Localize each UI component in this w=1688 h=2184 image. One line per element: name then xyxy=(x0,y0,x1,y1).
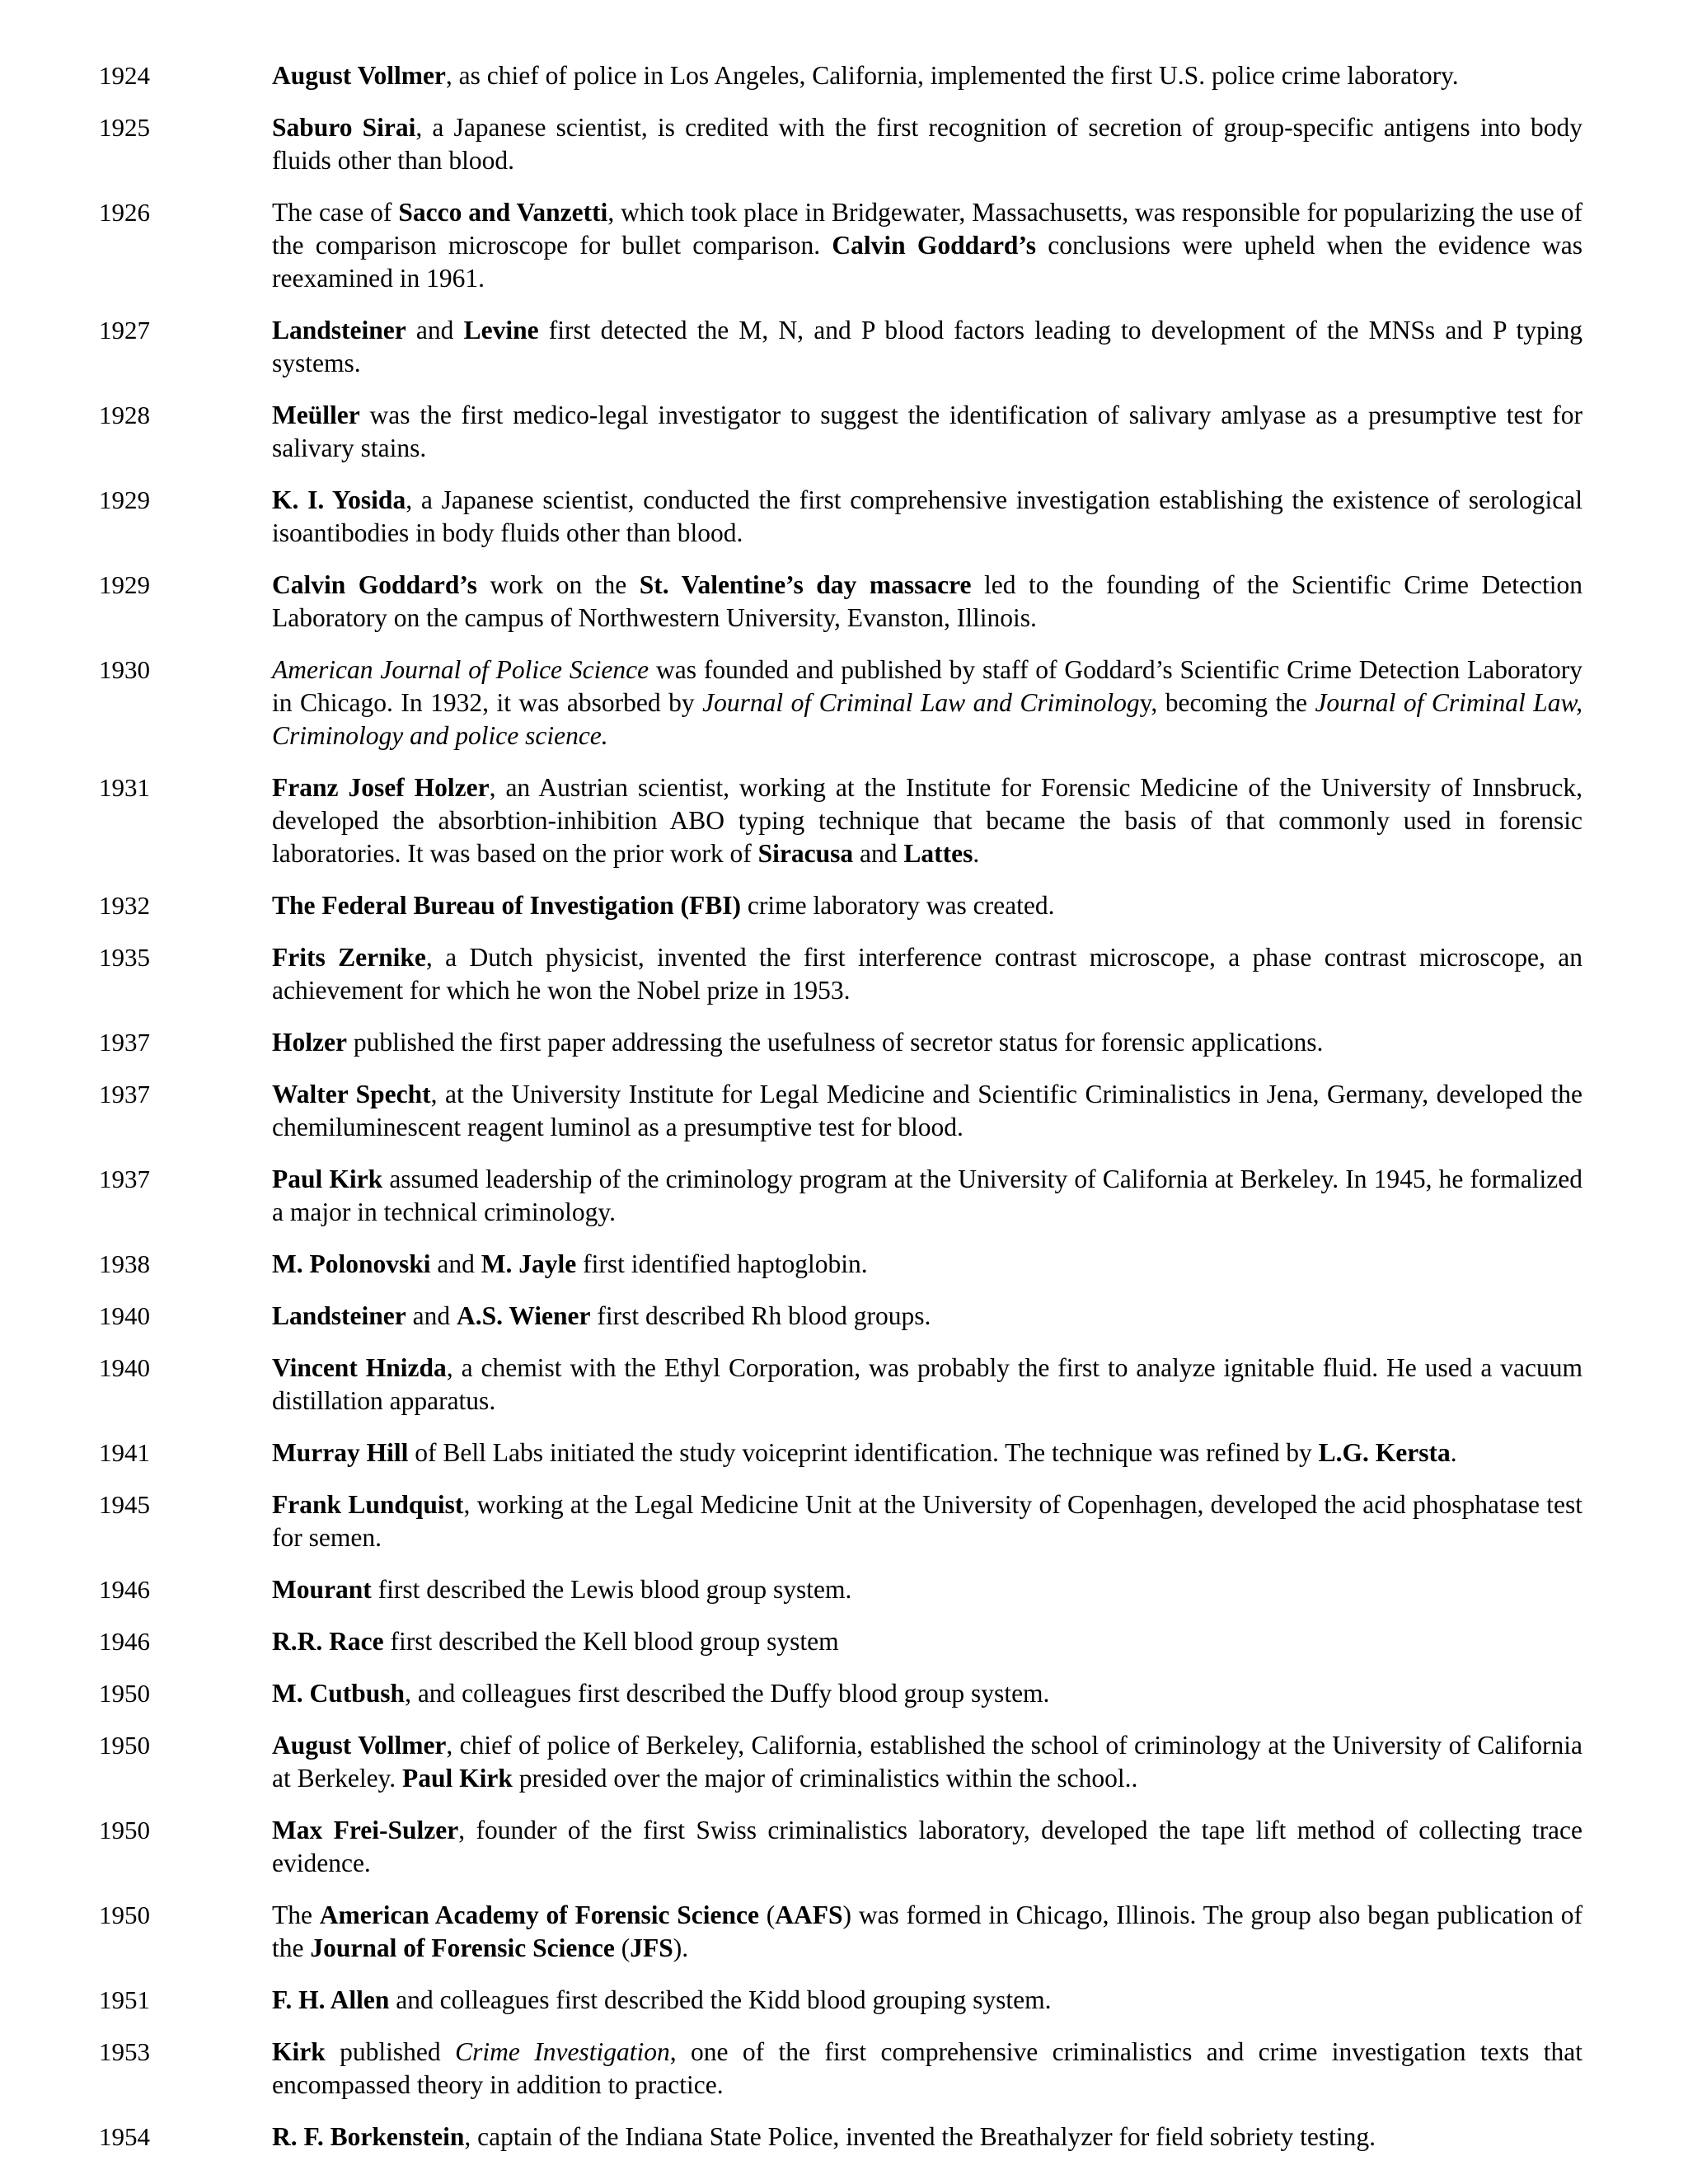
entry-bold-name: Frits Zernike xyxy=(272,943,426,972)
entry-text: y, becoming the xyxy=(1139,688,1315,717)
timeline-entry xyxy=(99,1729,1582,1795)
entry-text: The case of xyxy=(272,198,399,227)
entry-year: 1954 xyxy=(99,2122,150,2151)
timeline-entry xyxy=(99,484,1582,550)
timeline-entry xyxy=(99,1814,1582,1880)
entry-year: 1946 xyxy=(99,1627,150,1656)
entry-description xyxy=(272,1026,1582,1059)
entry-description xyxy=(272,1248,1582,1281)
entry-bold-name: Kirk xyxy=(272,2037,326,2066)
entry-text: conclusions were upheld when the evidence was reexamined in 1961. xyxy=(272,231,1583,293)
entry-year: 1935 xyxy=(99,943,150,972)
entry-description xyxy=(272,1625,1582,1658)
entry-bold-name: M. Cutbush xyxy=(272,1679,406,1708)
entry-year: 1937 xyxy=(99,1028,150,1057)
entry-text: , captain of the Indiana State Police, invented the Breathalyzer for field sobriety testing. xyxy=(464,2122,1376,2151)
entry-description xyxy=(272,569,1582,635)
entry-year: 1945 xyxy=(99,1490,150,1519)
timeline-entry xyxy=(99,1026,1582,1059)
timeline-entry xyxy=(99,1677,1582,1710)
entry-year: 1928 xyxy=(99,401,150,429)
entry-bold-name: Holzer xyxy=(272,1028,347,1057)
entry-text: published the first paper addressing the usefulness of secretor status for forensic applications. xyxy=(346,1028,1324,1057)
entry-text: . xyxy=(973,839,980,868)
entry-bold-name: Calvin Goddard’s xyxy=(832,231,1037,260)
entry-year: 1929 xyxy=(99,570,150,599)
entry-text: first described the Lewis blood group system. xyxy=(371,1575,852,1604)
entry-bold-name: Calvin Goddard’s xyxy=(272,570,477,599)
entry-text: and xyxy=(853,839,904,868)
timeline-entry xyxy=(99,1899,1582,1965)
entry-bold-name: M. Polonovski xyxy=(272,1249,431,1278)
entry-bold-name: L.G. Kersta xyxy=(1318,1438,1451,1467)
entry-text: , at the University Institute for Legal Medicine and Scientific Criminalistics in Jena, Germany, developed the chemiluminescent reagent luminol as a presumptive test for blood. xyxy=(272,1080,1582,1141)
entry-bold-name: Landsteiner xyxy=(272,316,406,344)
entry-text: ( xyxy=(758,1900,776,1929)
timeline-entry xyxy=(99,889,1582,922)
entry-description xyxy=(272,1163,1582,1229)
entry-text: , and colleagues first described the Duffy blood group system. xyxy=(405,1679,1050,1708)
entry-bold-name: Meüller xyxy=(272,401,360,429)
entry-bold-name: August Vollmer xyxy=(272,1731,447,1760)
entry-bold-name: Frank Lundquist xyxy=(272,1490,464,1519)
entry-bold-name: M. Jayle xyxy=(481,1249,577,1278)
entry-year: 1932 xyxy=(99,891,150,920)
entry-year: 1937 xyxy=(99,1165,150,1193)
timeline-entry xyxy=(99,1352,1582,1418)
entry-bold-name: Paul Kirk xyxy=(272,1165,383,1193)
entry-bold-name: Franz Josef Holzer xyxy=(272,773,490,802)
entry-text: and colleagues first described the Kidd blood grouping system. xyxy=(389,1985,1052,2014)
entry-year: 1950 xyxy=(99,1900,150,1929)
entry-text: and xyxy=(430,1249,481,1278)
entry-description xyxy=(272,1984,1582,2017)
entry-text: of Bell Labs initiated the study voiceprint identification. The technique was refined by xyxy=(408,1438,1319,1467)
entry-description xyxy=(272,111,1582,177)
entry-description xyxy=(272,484,1582,550)
timeline-entry xyxy=(99,1436,1582,1469)
entry-text: ). xyxy=(673,1933,689,1962)
entry-italic-title: Journal of Criminal Law, Criminology and police science. xyxy=(272,688,1582,750)
entry-year: 1924 xyxy=(99,61,150,90)
entry-bold-name: Siracusa xyxy=(757,839,854,868)
timeline-entry xyxy=(99,399,1582,465)
entry-text: and xyxy=(406,316,464,344)
timeline-entry xyxy=(99,941,1582,1007)
entry-bold-name: Journal of Forensic Science xyxy=(310,1933,615,1962)
entry-bold-name: American Academy of Forensic Science xyxy=(319,1900,759,1929)
entry-italic-title: Journal of Criminal Law and Criminolog xyxy=(702,688,1140,717)
entry-description xyxy=(272,59,1582,92)
entry-bold-name: JFS xyxy=(630,1933,673,1962)
entry-description xyxy=(272,1899,1582,1965)
timeline-list xyxy=(99,59,1582,2172)
entry-bold-name: Sacco and Vanzetti xyxy=(398,198,608,227)
entry-year: 1950 xyxy=(99,1731,150,1760)
entry-italic-title: American Journal of Police Science xyxy=(272,655,649,684)
entry-bold-name: Levine xyxy=(463,316,539,344)
timeline-entry xyxy=(99,1488,1582,1554)
entry-text: published xyxy=(325,2037,456,2066)
entry-text: first described the Kell blood group system xyxy=(383,1627,839,1656)
entry-text: ) was formed in Chicago, Illinois. The group also began publication of the xyxy=(272,1900,1582,1962)
entry-year: 1931 xyxy=(99,773,150,802)
entry-text: was founded and published by staff of Goddard’s Scientific Crime Detection Laboratory in Chicago. In 1932, it was absorbed by xyxy=(272,655,1582,717)
timeline-entry xyxy=(99,1300,1582,1333)
entry-bold-name: K. I. Yosida xyxy=(272,485,406,514)
entry-description xyxy=(272,2036,1582,2102)
entry-year: 1946 xyxy=(99,1575,150,1604)
entry-year: 1937 xyxy=(99,1080,150,1108)
entry-text: , founder of the first Swiss criminalistics laboratory, developed the tape lift method of collecting trace evidence. xyxy=(272,1816,1583,1877)
entry-text: ( xyxy=(614,1933,631,1962)
entry-description xyxy=(272,1573,1582,1606)
entry-bold-name: Murray Hill xyxy=(272,1438,409,1467)
entry-bold-name: Lattes xyxy=(903,839,973,868)
entry-bold-name: Saburo Sirai xyxy=(272,113,416,142)
entry-text: , chief of police of Berkeley, California, established the school of criminology at the University of California at Berkeley. xyxy=(272,1731,1583,1793)
entry-description xyxy=(272,1436,1582,1469)
timeline-entry xyxy=(99,1163,1582,1229)
entry-text: , a Dutch physicist, invented the first interference contrast microscope, a phase contrast microscope, an achievement for which he won the Nobel prize in 1953. xyxy=(272,943,1582,1005)
entry-description xyxy=(272,1300,1582,1333)
entry-bold-name: Landsteiner xyxy=(272,1301,406,1330)
entry-text: , an Austrian scientist, working at the Institute for Forensic Medicine of the University of Innsbruck, developed the absorbtion-inhibition ABO typing technique that became the basis of that commonly used in forensic laboratories. It was based on the prior work of xyxy=(272,773,1582,868)
entry-italic-title: Crime Investigation xyxy=(455,2037,670,2066)
entry-description xyxy=(272,1729,1582,1795)
entry-text: assumed leadership of the criminology program at the University of California at Berkeley. In 1945, he formalized a major in technical criminology. xyxy=(272,1165,1582,1226)
entry-text: The xyxy=(272,1900,320,1929)
timeline-entry xyxy=(99,771,1582,870)
entry-text: , a Japanese scientist, is credited with the first recognition of secretion of group-specific antigens into body fluids other than blood. xyxy=(272,113,1582,175)
entry-bold-name: R. F. Borkenstein xyxy=(272,2122,465,2151)
timeline-entry xyxy=(99,111,1582,177)
entry-year: 1953 xyxy=(99,2037,150,2066)
entry-text: , one of the first comprehensive criminalistics and crime investigation texts that encompassed theory in addition to practice. xyxy=(272,2037,1583,2099)
entry-text: , as chief of police in Los Angeles, California, implemented the first U.S. police crime laboratory. xyxy=(445,61,1459,90)
timeline-entry xyxy=(99,314,1582,380)
entry-text: first identified haptoglobin. xyxy=(576,1249,868,1278)
entry-bold-name: Mourant xyxy=(272,1575,372,1604)
timeline-entry xyxy=(99,1984,1582,2017)
entry-year: 1950 xyxy=(99,1816,150,1844)
entry-text: . xyxy=(1450,1438,1457,1467)
entry-bold-name: A.S. Wiener xyxy=(457,1301,591,1330)
timeline-entry xyxy=(99,59,1582,92)
entry-bold-name: August Vollmer xyxy=(272,61,446,90)
entry-description xyxy=(272,654,1582,752)
entry-text: , which took place in Bridgewater, Massachusetts, was responsible for popularizing the use of the comparison microscope for bullet comparison. xyxy=(272,198,1582,260)
entry-year: 1929 xyxy=(99,485,150,514)
entry-text: and xyxy=(406,1301,457,1330)
entry-text: first detected the M, N, and P blood factors leading to development of the MNSs and P typing systems. xyxy=(272,316,1582,377)
entry-description xyxy=(272,1677,1582,1710)
entry-description xyxy=(272,1352,1582,1418)
entry-year: 1941 xyxy=(99,1438,150,1467)
entry-year: 1925 xyxy=(99,113,150,142)
entry-bold-name: F. H. Allen xyxy=(272,1985,390,2014)
entry-description xyxy=(272,196,1582,295)
entry-year: 1926 xyxy=(99,198,150,227)
entry-year: 1930 xyxy=(99,655,150,684)
timeline-entry xyxy=(99,654,1582,752)
entry-bold-name: AAFS xyxy=(775,1900,843,1929)
entry-bold-name: R.R. Race xyxy=(272,1627,384,1656)
entry-description xyxy=(272,2121,1582,2154)
timeline-entry xyxy=(99,1573,1582,1606)
entry-year: 1950 xyxy=(99,1679,150,1708)
entry-description xyxy=(272,314,1582,380)
entry-text: , a Japanese scientist, conducted the first comprehensive investigation establishing the existence of serological isoantibodies in body fluids other than blood. xyxy=(272,485,1582,547)
entry-year: 1940 xyxy=(99,1353,150,1382)
entry-bold-name: Max Frei-Sulzer xyxy=(272,1816,459,1844)
entry-text: , working at the Legal Medicine Unit at the University of Copenhagen, developed the acid phosphatase test for semen. xyxy=(272,1490,1583,1552)
entry-description xyxy=(272,1488,1582,1554)
entry-text: was the first medico-legal investigator to suggest the identification of salivary amlyase as a presumptive test for salivary stains. xyxy=(272,401,1582,462)
entry-description xyxy=(272,941,1582,1007)
entry-description xyxy=(272,1814,1582,1880)
entry-description xyxy=(272,771,1582,870)
entry-year: 1938 xyxy=(99,1249,150,1278)
entry-text: crime laboratory was created. xyxy=(741,891,1055,920)
entry-bold-name: The Federal Bureau of Investigation (FBI) xyxy=(272,891,742,920)
timeline-entry xyxy=(99,196,1582,295)
entry-text: led to the founding of the Scientific Crime Detection Laboratory on the campus of Northwestern University, Evanston, Illinois. xyxy=(272,570,1582,632)
entry-bold-name: Walter Specht xyxy=(272,1080,431,1108)
entry-year: 1927 xyxy=(99,316,150,344)
entry-text: first described Rh blood groups. xyxy=(590,1301,931,1330)
entry-description xyxy=(272,399,1582,465)
timeline-entry xyxy=(99,1078,1582,1144)
entry-text: presided over the major of criminalistics within the school.. xyxy=(512,1764,1138,1793)
timeline-entry xyxy=(99,569,1582,635)
entry-bold-name: Paul Kirk xyxy=(402,1764,513,1793)
entry-year: 1940 xyxy=(99,1301,150,1330)
timeline-entry xyxy=(99,2036,1582,2102)
entry-bold-name: Vincent Hnizda xyxy=(272,1353,447,1382)
entry-text: , a chemist with the Ethyl Corporation, was probably the first to analyze ignitable fluid. He used a vacuum distillation apparatus. xyxy=(272,1353,1583,1415)
entry-bold-name: St. Valentine’s day massacre xyxy=(639,570,972,599)
entry-year: 1951 xyxy=(99,1985,150,2014)
entry-text: work on the xyxy=(476,570,640,599)
timeline-entry xyxy=(99,1248,1582,1281)
timeline-entry xyxy=(99,2121,1582,2154)
entry-description xyxy=(272,1078,1582,1144)
entry-description xyxy=(272,889,1582,922)
timeline-entry xyxy=(99,1625,1582,1658)
